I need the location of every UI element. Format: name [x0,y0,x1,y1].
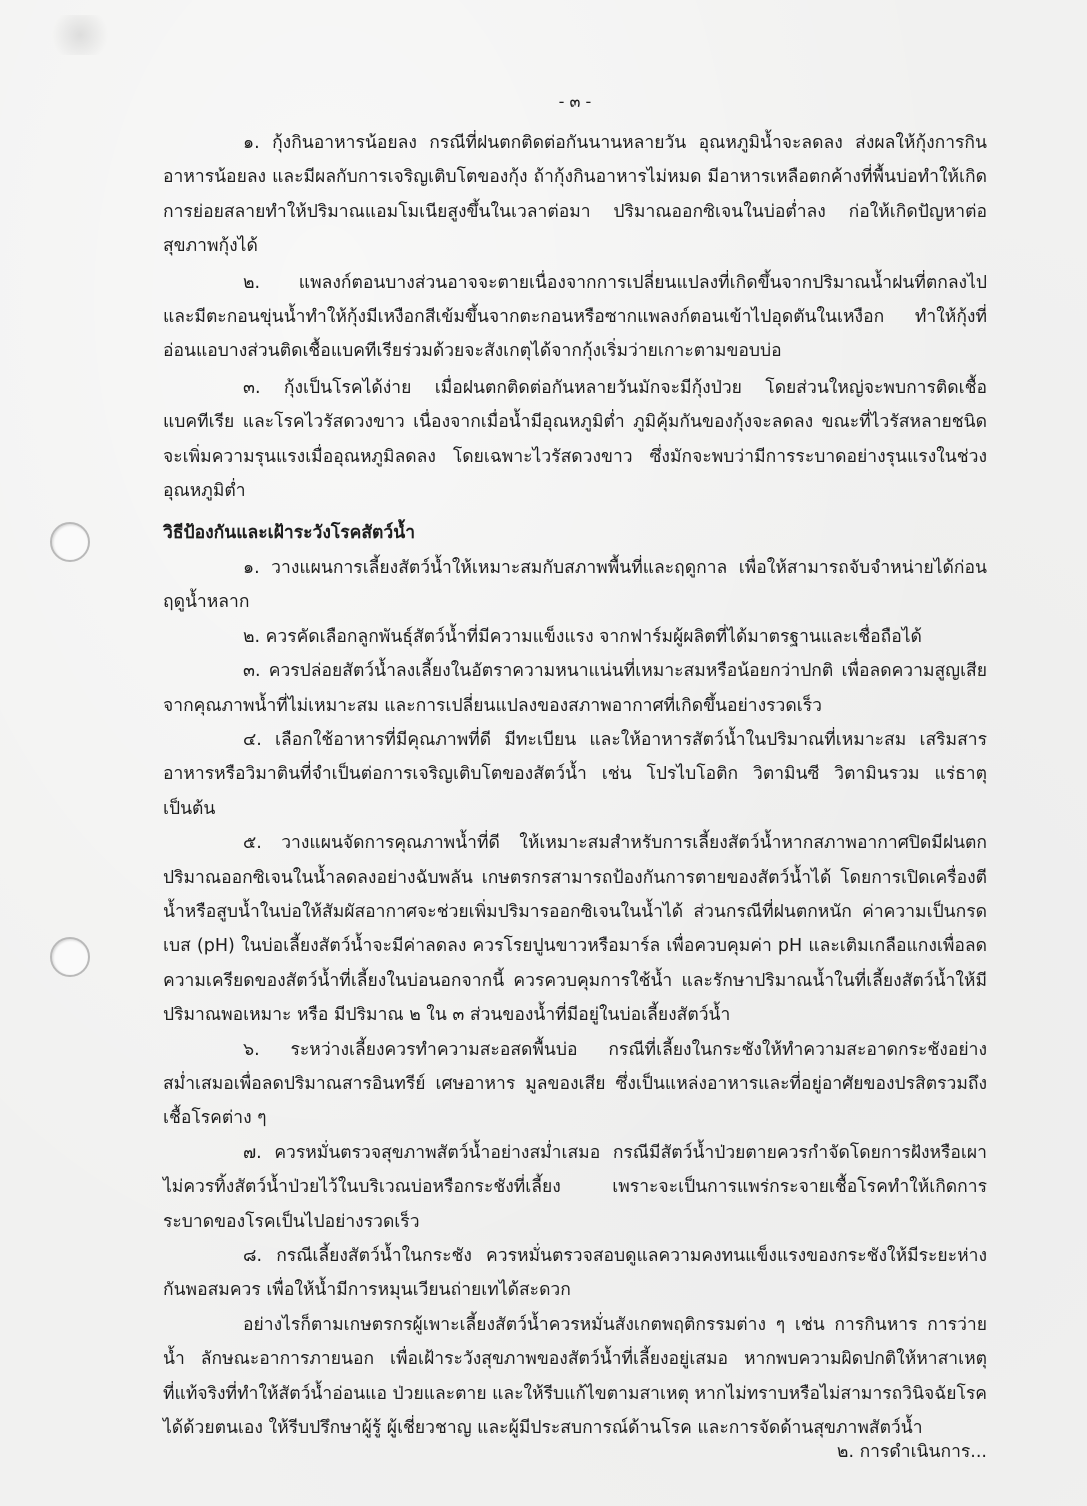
prevention-paragraph-4: ๔. เลือกใช้อาหารที่มีคุณภาพที่ดี มีทะเบียน และให้อาหารสัตว์น้ำในปริมาณที่เหมาะสม เสริมสารอาหารหรือวิมาตินที่จำเป็นต่อการเจริญเติบโตของสัตว์น้ำ เช่น โปรไบโอติก วิตามินซี วิตามินรวม แร่ธาตุ เป็นต้น [163,729,987,819]
prevention-paragraph-5: ๕. วางแผนจัดการคุณภาพน้ำที่ดี ให้เหมาะสมสำหรับการเลี้ยงสัตว์น้ำหากสภาพอากาศปิดมีฝนตก ปริมาณออกซิเจนในน้ำลดลงอย่างฉับพลัน เกษตรกรสามารถป้องกันการตายของสัตว์น้ำได้ โดยการเปิดเครื่องตีน้ำหรือสูบน้ำในบ่อให้สัมผัสอากาศจะช่วยเพิ่มปริมารออกซิเจนในน้ำได้ ส่วนกรณีที่ฝนตกหนัก ค่าความเป็นกรดเบส (pH) ในบ่อเลี้ยงสัตว์น้ำจะมีค่าลดลง ควรโรยปูนขาวหรือมาร์ล เพื่อควบคุมค่า pH และเติมเกลือแกงเพื่อลดความเครียดของสัตว์น้ำที่เลี้ยงในบ่อนอกจากนี้ ควรควบคุมการใช้น้ำ และรักษาปริมาณน้ำในที่เลี้ยงสัตว์น้ำให้มีปริมาณพอเหมาะ หรือ มีปริมาณ ๒ ใน ๓ ส่วนของน้ำที่มีอยู่ในบ่อเลี้ยงสัตว์น้ำ [163,833,987,1026]
punch-hole-top [50,522,90,562]
prevention-paragraph-3: ๓. ควรปล่อยสัตว์น้ำลงเลี้ยงในอัตราความหนาแน่นที่เหมาะสมหรือน้อยกว่าปกติ เพื่อลดความสูญเสียจากคุณภาพน้ำที่ไม่เหมาะสม และการเปลี่ยนแปลงของสภาพอากาศที่เกิดขึ้นอย่างรวดเร็ว [163,661,987,716]
scan-smudge [45,15,115,55]
continuation-reference: ๒. การดำเนินการ... [836,1442,987,1462]
prevention-heading: วิธีป้องกันและเฝ้าระวังโรคสัตว์น้ำ [163,523,416,544]
closing-paragraph: อย่างไรก็ตามเกษตรกรผู้เพาะเลี้ยงสัตว์น้ำควรหมั่นสังเกตพฤติกรรมต่าง ๆ เช่น การกินหาร การว่ายน้ำ ลักษณะอาการภายนอก เพื่อเฝ้าระวังสุขภาพของสัตว์น้ำที่เลี้ยงอยู่เสมอ หากพบความผิดปกติให้หาสาเหตุที่แท้จริงที่ทำให้สัตว์น้ำอ่อนแอ ป่วยและตาย และให้รีบแก้ไขตามสาเหตุ หากไม่ทราบหรือไม่สามารถวินิจฉัยโรคได้ด้วยตนเอง ให้รีบปรึกษาผู้รู้ ผู้เชี่ยวชาญ และผู้มีประสบการณ์ด้านโรค และการจัดด้านสุขภาพสัตว์น้ำ [163,1314,987,1439]
shrimp-effect-paragraph-1: ๑. กุ้งกินอาหารน้อยลง กรณีที่ฝนตกติดต่อกันนานหลายวัน อุณหภูมิน้ำจะลดลง ส่งผลให้กุ้งการกินอาหารน้อยลง และมีผลกับการเจริญเติบโตของกุ้ง ถ้ากุ้งกินอาหารไม่หมด มีอาหารเหลือตกค้างที่พื้นบ่อทำให้เกิดการย่อยสลายทำให้ปริมาณแอมโมเนียสูงขึ้นในเวลาต่อมา ปริมาณออกซิเจนในบ่อต่ำลง ก่อให้เกิดปัญหาต่อสุขภาพกุ้งได้ [163,133,987,257]
page-number: - ๓ - [558,92,592,111]
page-content [163,88,987,1445]
shrimp-effect-paragraph-2: ๒. แพลงก์ตอนบางส่วนอาจจะตายเนื่องจากการเปลี่ยนแปลงที่เกิดขึ้นจากปริมาณน้ำฝนที่ตกลงไป และมีตะกอนขุ่นน้ำทำให้กุ้งมีเหงือกสีเข้มขึ้นจากตะกอนหรือซากแพลงก์ตอนเข้าไปอุดตันในเหงือก ทำให้กุ้งที่อ่อนแอบางส่วนติดเชื้อแบคทีเรียร่วมด้วยจะสังเกตุได้จากกุ้งเริ่มว่ายเกาะตามขอบบ่อ [163,272,987,362]
prevention-paragraph-1: ๑. วางแผนการเลี้ยงสัตว์น้ำให้เหมาะสมกับสภาพพื้นที่และฤดูกาล เพื่อให้สามารถจับจำหน่ายได้ก่อนฤดูน้ำหลาก [163,557,987,613]
punch-hole-bottom [50,937,90,977]
prevention-paragraph-6: ๖. ระหว่างเลี้ยงควรทำความสะอสดพื้นบ่อ กรณีที่เลี้ยงในกระชังให้ทำความสะอาดกระชังอย่างสม่ำเสมอเพื่อลดปริมาณสารอินทรีย์ เศษอาหาร มูลของเสีย ซึ่งเป็นแหล่งอาหารและที่อยู่อาศัยของปรสิตรวมถึงเชื้อโรคต่าง ๆ [163,1039,987,1129]
prevention-paragraph-8: ๘. กรณีเลี้ยงสัตว์น้ำในกระชัง ควรหมั่นตรวจสอบดูแลความคงทนแข็งแรงของกระชังให้มีระยะห่างกันพอสมควร เพื่อให้น้ำมีการหมุนเวียนถ่ายเทได้สะดวก [163,1246,987,1301]
prevention-paragraph-2: ๒. ควรคัดเลือกลูกพันธุ์สัตว์น้ำที่มีความแข็งแรง จากฟาร์มผู้ผลิตที่ได้มาตรฐานและเชื่อถือได้ [243,626,922,647]
shrimp-effect-paragraph-3: ๓. กุ้งเป็นโรคได้ง่าย เมื่อฝนตกติดต่อกันหลายวันมักจะมีกุ้งป่วย โดยส่วนใหญ่จะพบการติดเชื้อแบคทีเรีย และโรคไวรัสดวงขาว เนื่องจากเมื่อน้ำมีอุณหภูมิต่ำ ภูมิคุ้มกันของกุ้งจะลดลง ขณะที่ไวรัสหลายชนิดจะเพิ่มความรุนแรงเมื่ออุณหภูมิลดลง โดยเฉพาะไวรัสดวงขาว ซึ่งมักจะพบว่ามีการระบาดอย่างรุนแรงในช่วงอุณหภูมิต่ำ [163,377,987,502]
prevention-paragraph-7: ๗. ควรหมั่นตรวจสุขภาพสัตว์น้ำอย่างสม่ำเสมอ กรณีมีสัตว์น้ำป่วยตายควรกำจัดโดยการฝังหรือเผา ไม่ควรทิ้งสัตว์น้ำป่วยไว้ในบริเวณบ่อหรือกระชังที่เลี้ยง เพราะจะเป็นการแพร่กระจายเชื้อโรคทำให้เกิดการระบาดของโรคเป็นไปอย่างรวดเร็ว [163,1142,987,1232]
